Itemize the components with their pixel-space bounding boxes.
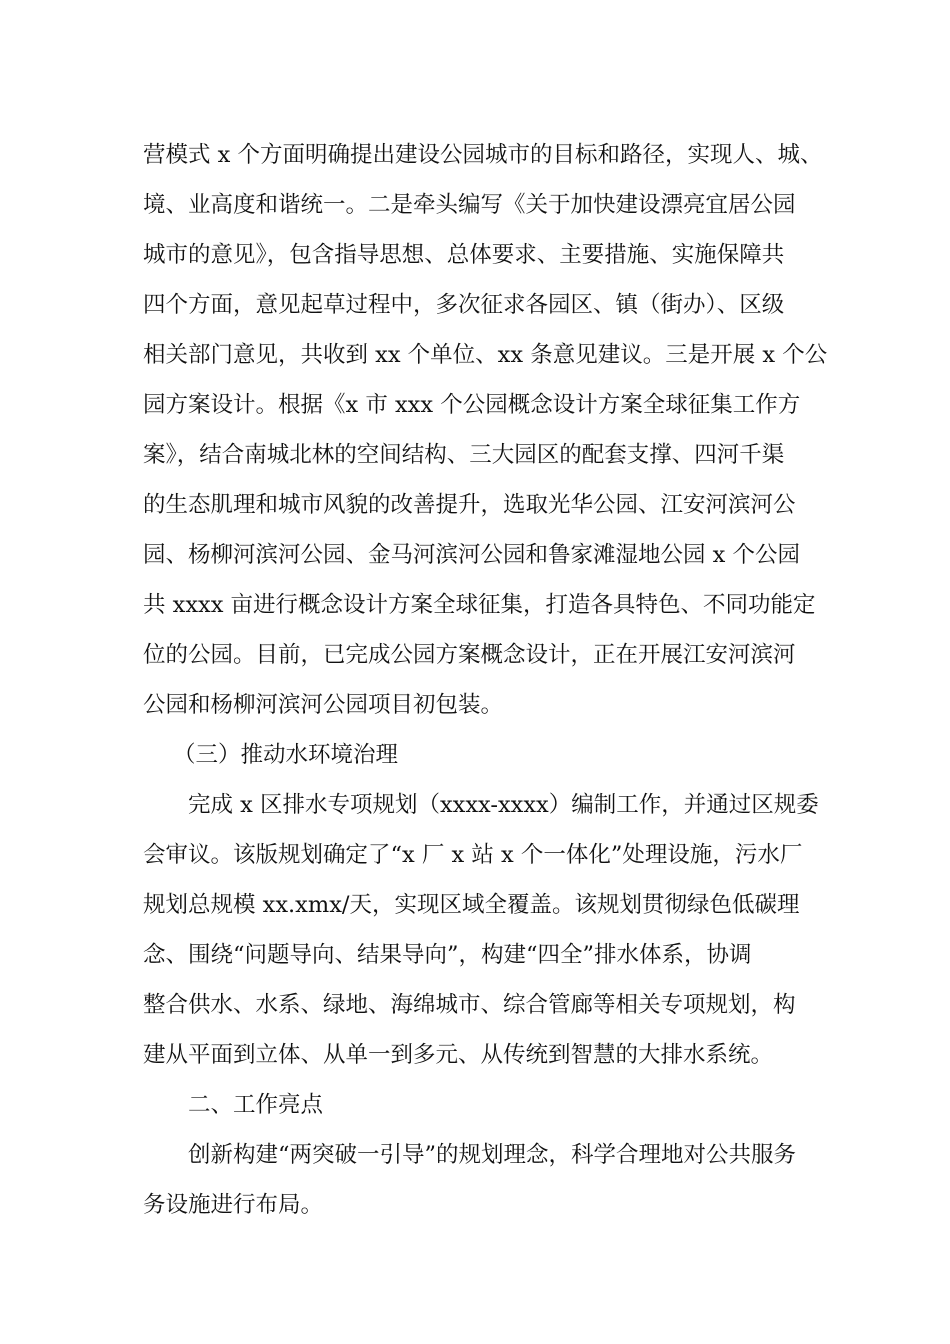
paragraph-line: 城市的意见》，包含指导思想、总体要求、主要措施、实施保障共	[143, 242, 785, 268]
paragraph-line: 营模式 x 个方面明确提出建设公园城市的目标和路径，实现人、城、	[143, 142, 823, 168]
paragraph-line: 境、业高度和谐统一。二是牵头编写《关于加快建设漂亮宜居公园	[143, 192, 796, 218]
paragraph-line: 会审议。该版规划确定了“x 厂 x 站 x 个一体化”处理设施，污水厂	[143, 842, 803, 868]
paragraph-line: 园方案设计。根据《x 市 xxx 个公园概念设计方案全球征集工作方	[143, 392, 801, 418]
paragraph-line: 整合供水、水系、绿地、海绵城市、综合管廊等相关专项规划，构	[143, 992, 796, 1018]
section-heading: （三）推动水环境治理	[173, 742, 399, 768]
paragraph-line: 的生态肌理和城市风貌的改善提升，选取光华公园、江安河滨河公	[143, 492, 796, 518]
paragraph-line: 念、围绕“问题导向、结果导向”，构建“四全”排水体系，协调	[143, 942, 752, 968]
paragraph-line: 公园和杨柳河滨河公园项目初包装。	[143, 692, 504, 718]
paragraph-line: 相关部门意见，共收到 xx 个单位、xx 条意见建议。三是开展 x 个公	[143, 342, 828, 368]
paragraph-line: 四个方面，意见起草过程中，多次征求各园区、镇（街办）、区级	[143, 292, 785, 318]
paragraph-line: 务设施进行布局。	[143, 1192, 324, 1218]
paragraph-line: 创新构建“两突破一引导”的规划理念，科学合理地对公共服务	[188, 1142, 797, 1168]
paragraph-line: 完成 x 区排水专项规划（xxxx-xxxx）编制工作，并通过区规委	[188, 792, 819, 818]
section-heading: 二、工作亮点	[188, 1092, 324, 1118]
document-body	[143, 130, 843, 1230]
paragraph-line: 位的公园。目前，已完成公园方案概念设计，正在开展江安河滨河	[143, 642, 796, 668]
paragraph-line: 案》，结合南城北林的空间结构、三大园区的配套支撑、四河千渠	[143, 442, 785, 468]
paragraph-line: 规划总规模 xx.xmx/天，实现区域全覆盖。该规划贯彻绿色低碳理	[143, 892, 800, 918]
paragraph-line: 建从平面到立体、从单一到多元、从传统到智慧的大排水系统。	[143, 1042, 774, 1068]
paragraph-line: 园、杨柳河滨河公园、金马河滨河公园和鲁家滩湿地公园 x 个公园	[143, 542, 800, 568]
paragraph-line: 共 xxxx 亩进行概念设计方案全球征集，打造各具特色、不同功能定	[143, 592, 816, 618]
